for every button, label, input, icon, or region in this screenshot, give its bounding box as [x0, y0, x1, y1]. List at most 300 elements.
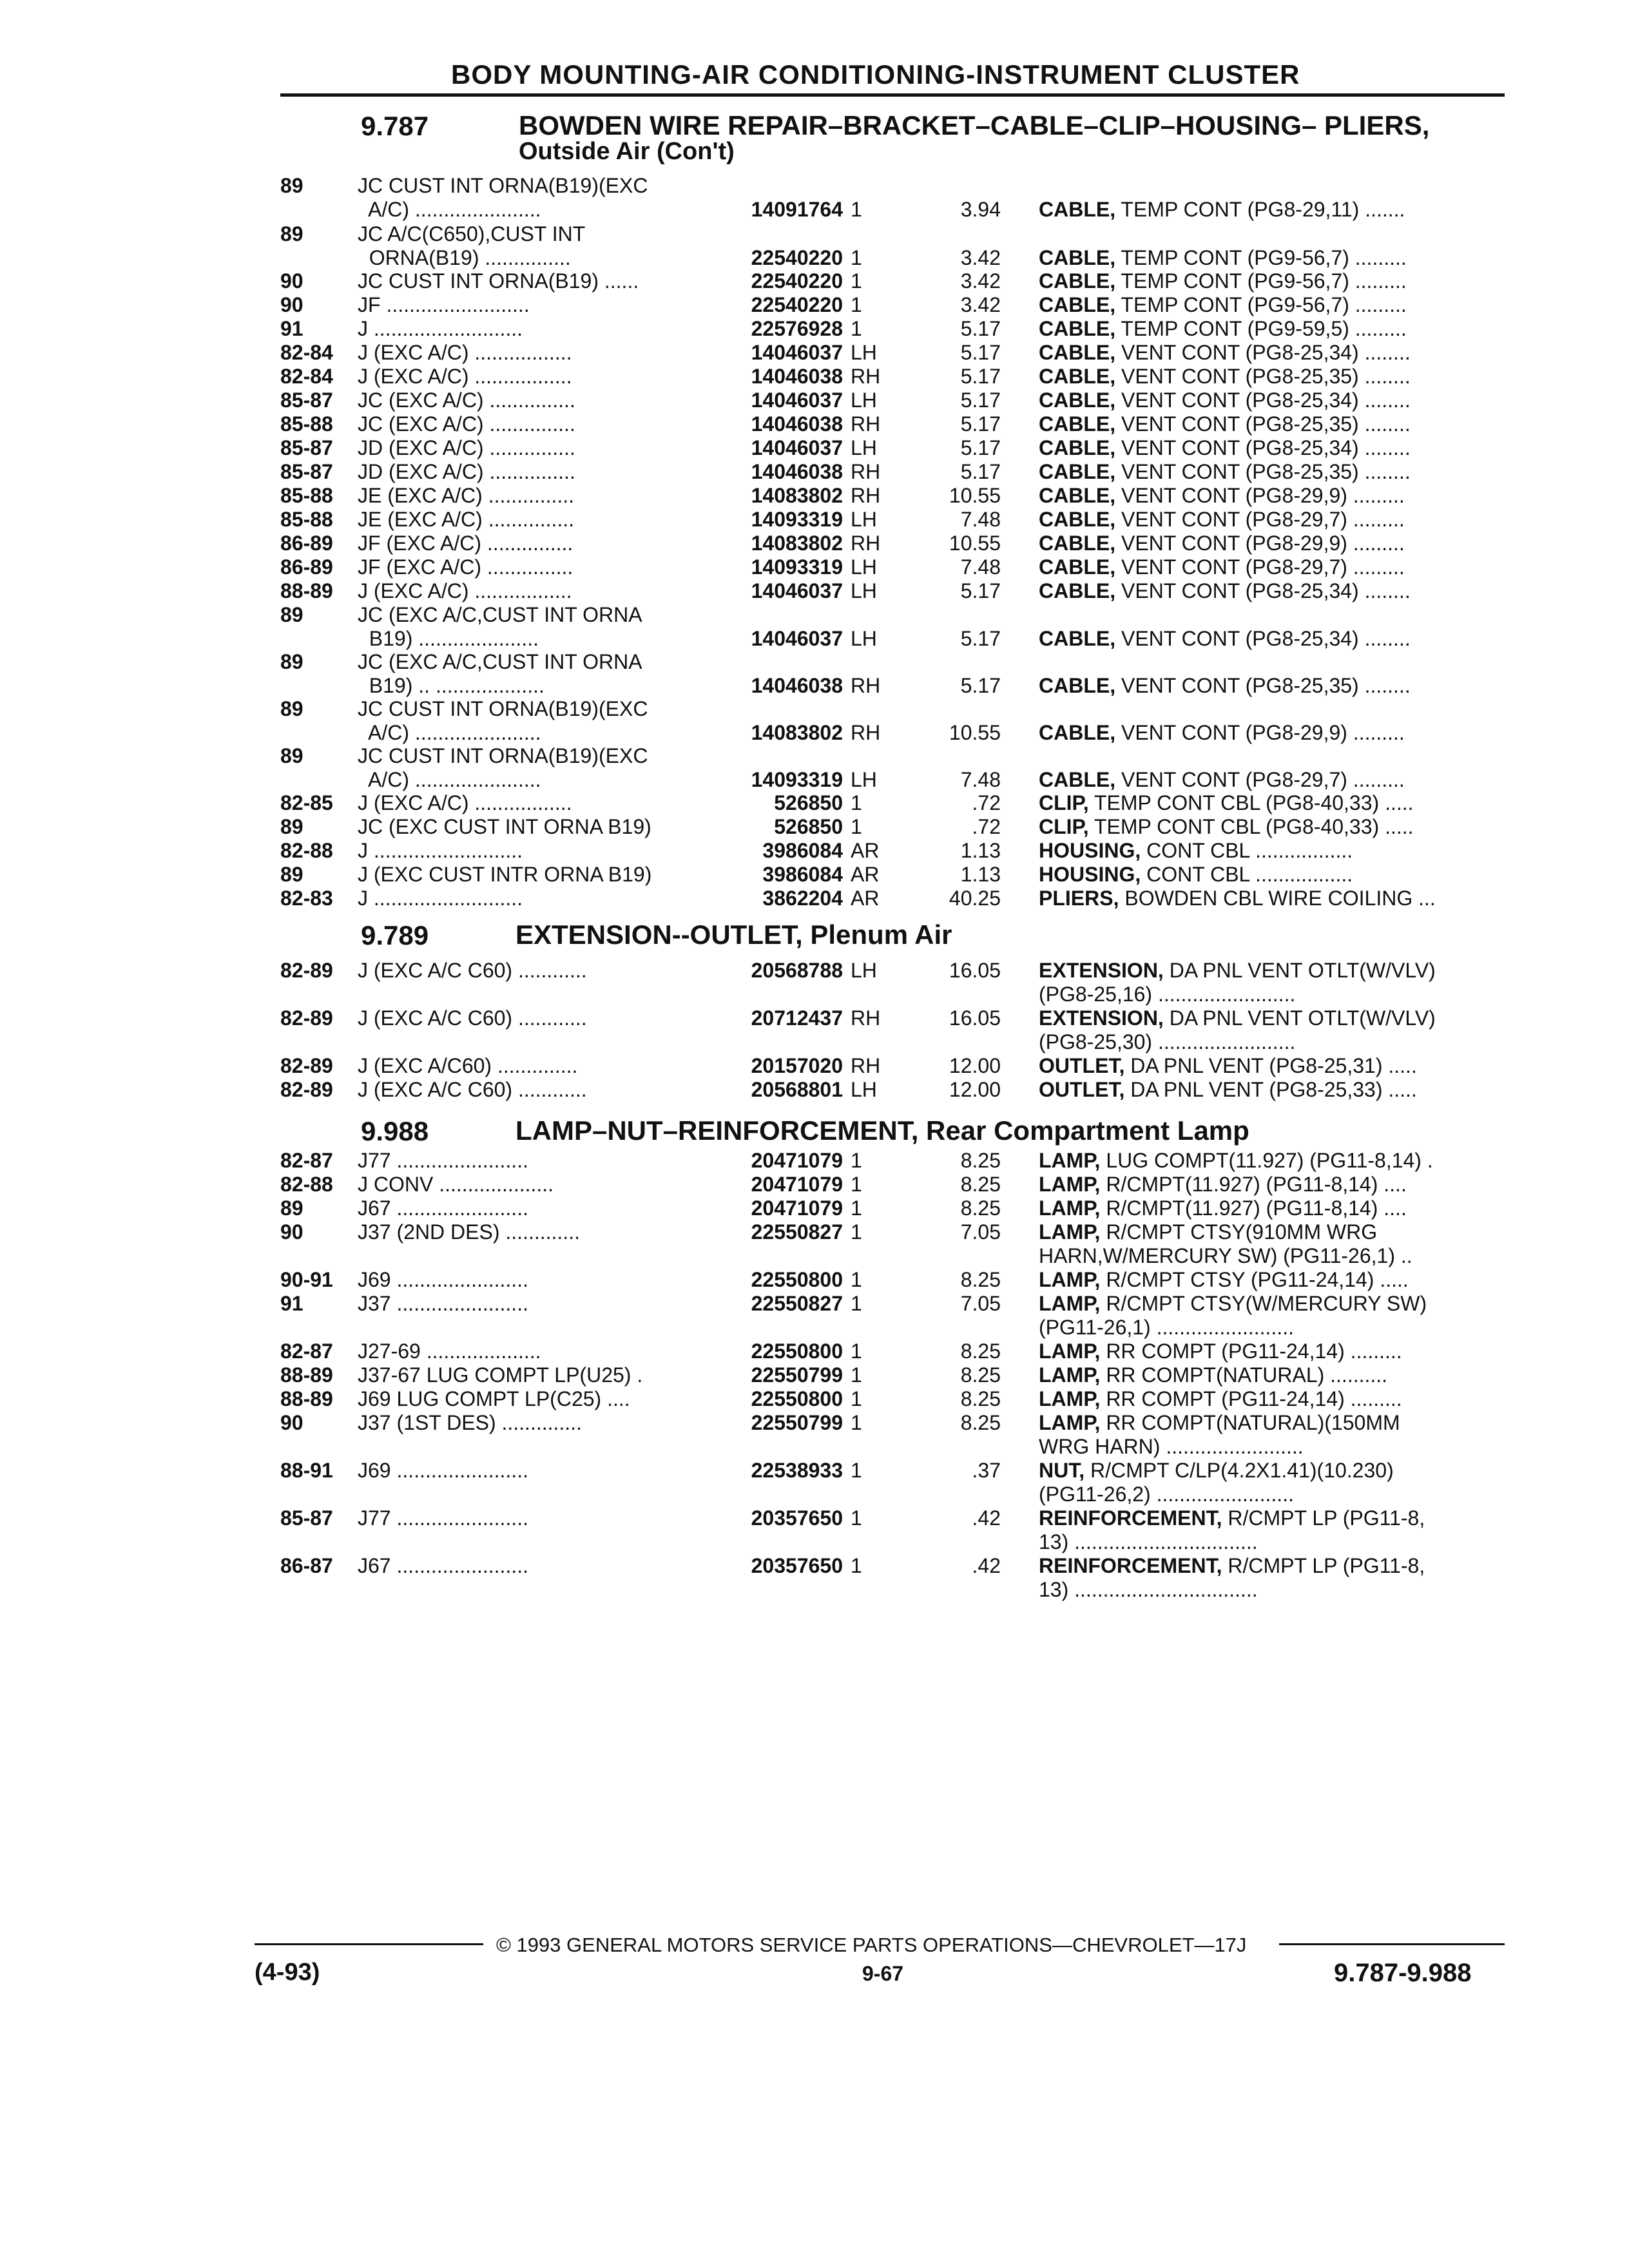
item-detail: VENT CONT (PG8-25,35) ........	[1115, 412, 1411, 436]
item-description	[1039, 389, 1503, 412]
quantity: LH	[851, 768, 877, 791]
unit-price: .37	[972, 1459, 1001, 1482]
quantity: 1	[851, 1149, 862, 1172]
unit-price: 5.17	[960, 365, 1001, 388]
model-years: 86-87	[280, 1554, 333, 1577]
part-number: 526850	[774, 791, 843, 814]
part-number: 14093319	[751, 768, 843, 791]
unit-price: .72	[972, 791, 1001, 814]
model-description: J (EXC A/C C60) ............	[358, 1078, 587, 1101]
model-description: J (EXC A/C C60) ............	[358, 1006, 587, 1030]
model-years: 82-89	[280, 1078, 333, 1101]
item-description	[1039, 460, 1503, 484]
model-years: 82-87	[280, 1340, 333, 1363]
item-description	[1039, 246, 1503, 270]
quantity: 1	[851, 1554, 862, 1577]
model-description: J (EXC CUST INTR ORNA B19)	[358, 863, 652, 886]
part-number: 22540220	[751, 269, 843, 293]
item-detail: DA PNL VENT OTLT(W/VLV) (PG8-25,16) ........................	[1039, 959, 1436, 1006]
item-detail: DA PNL VENT (PG8-25,33) .....	[1124, 1078, 1417, 1101]
item-name: CABLE,	[1039, 721, 1116, 744]
model-years: 82-89	[280, 1054, 333, 1077]
part-number: 22540220	[751, 293, 843, 316]
model-description: JC CUST INT ORNA(B19)(EXC A/C) ......................	[358, 697, 648, 744]
quantity: RH	[851, 460, 881, 483]
table-row	[0, 744, 1629, 792]
part-number: 14046038	[751, 365, 843, 388]
unit-price: 5.17	[960, 436, 1001, 459]
item-detail: TEMP CONT (PG9-56,7) .........	[1115, 293, 1407, 316]
quantity: RH	[851, 484, 881, 507]
footer-rule-right	[1279, 1943, 1505, 1945]
item-name: LAMP,	[1039, 1411, 1101, 1434]
item-description	[1039, 484, 1503, 508]
item-name: CABLE,	[1039, 341, 1116, 364]
item-detail: VENT CONT (PG8-29,7) .........	[1115, 768, 1405, 791]
part-number: 22550799	[751, 1411, 843, 1434]
table-row	[0, 174, 1629, 222]
item-description	[1039, 1554, 1503, 1602]
item-name: LAMP,	[1039, 1220, 1101, 1244]
item-description	[1039, 674, 1503, 698]
model-years: 91	[280, 1292, 304, 1315]
item-description	[1039, 198, 1503, 222]
part-number: 20568801	[751, 1078, 843, 1101]
model-description: J27-69 ....................	[358, 1340, 541, 1363]
unit-price: 5.17	[960, 674, 1001, 697]
unit-price: 8.25	[960, 1173, 1001, 1196]
item-description	[1039, 317, 1503, 341]
quantity: AR	[851, 887, 880, 910]
section-title: EXTENSION--OUTLET, Plenum Air	[516, 919, 952, 950]
quantity: 1	[851, 1268, 862, 1291]
item-name: REINFORCEMENT,	[1039, 1506, 1222, 1530]
model-description: JF (EXC A/C) ...............	[358, 532, 574, 555]
item-name: HOUSING,	[1039, 863, 1141, 886]
part-number: 14046038	[751, 412, 843, 436]
model-years: 82-89	[280, 959, 333, 982]
part-number: 20157020	[751, 1054, 843, 1077]
part-number: 3986084	[762, 839, 843, 862]
item-description	[1039, 815, 1503, 839]
item-name: CABLE,	[1039, 768, 1116, 791]
unit-price: 3.42	[960, 246, 1001, 269]
quantity: LH	[851, 627, 877, 650]
model-description: JC (EXC A/C,CUST INT ORNA B19) .....................	[358, 603, 642, 650]
section-number: 9.789	[361, 920, 429, 950]
item-description	[1039, 1149, 1503, 1173]
model-description: J77 .......................	[358, 1149, 528, 1172]
model-years: 85-87	[280, 389, 333, 412]
model-description: JC (EXC A/C) ...............	[358, 389, 575, 412]
model-description: J (EXC A/C) .................	[358, 791, 572, 814]
part-number: 3986084	[762, 863, 843, 886]
item-description	[1039, 436, 1503, 460]
item-description	[1039, 1459, 1503, 1506]
item-name: CLIP,	[1039, 815, 1089, 838]
page-header: BODY MOUNTING-AIR CONDITIONING-INSTRUMENT CLUSTER	[451, 59, 1300, 90]
item-detail: R/CMPT LP (PG11-8, 13) ................................	[1039, 1554, 1425, 1601]
unit-price: 5.17	[960, 627, 1001, 650]
model-years: 82-85	[280, 791, 333, 814]
unit-price: 5.17	[960, 317, 1001, 340]
item-detail: VENT CONT (PG8-29,9) .........	[1115, 484, 1405, 507]
item-detail: R/CMPT(11.927) (PG11-8,14) ....	[1100, 1196, 1407, 1220]
model-years: 82-88	[280, 1173, 333, 1196]
model-description: J37 .......................	[358, 1292, 528, 1315]
item-description	[1039, 508, 1503, 532]
model-description: J67 .......................	[358, 1554, 528, 1577]
item-name: CABLE,	[1039, 532, 1116, 555]
quantity: 1	[851, 198, 862, 221]
quantity: LH	[851, 1078, 877, 1101]
item-description	[1039, 1054, 1503, 1078]
item-detail: DA PNL VENT OTLT(W/VLV) (PG8-25,30) ........................	[1039, 1006, 1436, 1053]
item-description	[1039, 627, 1503, 651]
item-name: EXTENSION,	[1039, 1006, 1164, 1030]
model-years: 85-88	[280, 508, 333, 531]
unit-price: 7.48	[960, 555, 1001, 579]
part-number: 20568788	[751, 959, 843, 982]
model-years: 85-87	[280, 436, 333, 459]
item-name: LAMP,	[1039, 1340, 1101, 1363]
item-description	[1039, 863, 1503, 887]
table-row	[0, 697, 1629, 745]
quantity: RH	[851, 1054, 881, 1077]
item-name: LAMP,	[1039, 1292, 1101, 1315]
item-description	[1039, 1196, 1503, 1220]
quantity: 1	[851, 293, 862, 316]
model-years: 90-91	[280, 1268, 333, 1291]
unit-price: 3.42	[960, 293, 1001, 316]
item-name: CABLE,	[1039, 508, 1116, 531]
model-years: 85-87	[280, 1506, 333, 1530]
item-name: OUTLET,	[1039, 1078, 1125, 1101]
item-name: CABLE,	[1039, 269, 1116, 293]
item-description	[1039, 887, 1503, 910]
item-detail: TEMP CONT CBL (PG8-40,33) .....	[1088, 815, 1414, 838]
unit-price: 7.05	[960, 1220, 1001, 1244]
item-detail: CONT CBL .................	[1141, 863, 1353, 886]
model-years: 82-83	[280, 887, 333, 910]
model-years: 89	[280, 815, 304, 838]
part-number: 20471079	[751, 1173, 843, 1196]
unit-price: .42	[972, 1554, 1001, 1577]
table-row	[0, 1006, 1629, 1054]
model-years: 88-89	[280, 1363, 333, 1387]
quantity: 1	[851, 1292, 862, 1315]
model-years: 85-88	[280, 412, 333, 436]
item-description	[1039, 1363, 1503, 1387]
model-years: 82-89	[280, 1006, 333, 1030]
unit-price: 10.55	[949, 484, 1001, 507]
item-name: LAMP,	[1039, 1196, 1101, 1220]
item-detail: CONT CBL .................	[1141, 839, 1353, 862]
item-description	[1039, 341, 1503, 365]
model-years: 82-84	[280, 365, 333, 388]
part-number: 22550800	[751, 1387, 843, 1410]
quantity: 1	[851, 246, 862, 269]
part-number: 14046037	[751, 341, 843, 364]
model-description: JF (EXC A/C) ...............	[358, 555, 574, 579]
quantity: RH	[851, 721, 881, 744]
quantity: RH	[851, 365, 881, 388]
item-detail: R/CMPT CTSY(910MM WRG HARN,W/MERCURY SW) (PG11-26,1) ..	[1039, 1220, 1412, 1267]
item-detail: VENT CONT (PG8-25,35) ........	[1115, 365, 1411, 388]
unit-price: .42	[972, 1506, 1001, 1530]
quantity: 1	[851, 1220, 862, 1244]
part-number: 20471079	[751, 1149, 843, 1172]
unit-price: 10.55	[949, 532, 1001, 555]
unit-price: 8.25	[960, 1149, 1001, 1172]
unit-price: 3.42	[960, 269, 1001, 293]
item-name: OUTLET,	[1039, 1054, 1125, 1077]
item-description	[1039, 768, 1503, 792]
model-description: J37-67 LUG COMPT LP(U25) .	[358, 1363, 643, 1387]
quantity: RH	[851, 532, 881, 555]
item-detail: VENT CONT (PG8-25,34) ........	[1115, 627, 1411, 650]
unit-price: 12.00	[949, 1078, 1001, 1101]
item-detail: TEMP CONT (PG9-56,7) .........	[1115, 246, 1407, 269]
item-name: CABLE,	[1039, 436, 1116, 459]
part-number: 22550827	[751, 1292, 843, 1315]
model-description: JF .........................	[358, 293, 530, 316]
model-years: 85-88	[280, 484, 333, 507]
unit-price: 8.25	[960, 1387, 1001, 1410]
model-description: JE (EXC A/C) ...............	[358, 484, 575, 507]
quantity: LH	[851, 508, 877, 531]
table-row	[0, 222, 1629, 270]
part-number: 20357650	[751, 1506, 843, 1530]
item-detail: BOWDEN CBL WIRE COILING ...	[1119, 887, 1436, 910]
item-name: LAMP,	[1039, 1173, 1101, 1196]
item-detail: TEMP CONT (PG9-56,7) .........	[1115, 269, 1407, 293]
item-description	[1039, 1292, 1503, 1340]
part-number: 14083802	[751, 484, 843, 507]
part-number: 22550827	[751, 1220, 843, 1244]
quantity: LH	[851, 436, 877, 459]
unit-price: 8.25	[960, 1340, 1001, 1363]
item-detail: R/CMPT(11.927) (PG11-8,14) ....	[1100, 1173, 1407, 1196]
item-name: CABLE,	[1039, 674, 1116, 697]
part-number: 22550800	[751, 1340, 843, 1363]
item-name: CABLE,	[1039, 293, 1116, 316]
model-description: JD (EXC A/C) ...............	[358, 460, 575, 483]
quantity: 1	[851, 1173, 862, 1196]
item-description	[1039, 959, 1503, 1006]
quantity: 1	[851, 1459, 862, 1482]
part-number: 22540220	[751, 246, 843, 269]
model-description: JC (EXC CUST INT ORNA B19)	[358, 815, 651, 838]
item-name: LAMP,	[1039, 1387, 1101, 1410]
model-description: J69 .......................	[358, 1268, 528, 1291]
model-years: 89	[280, 650, 304, 673]
item-detail: VENT CONT (PG8-29,7) .........	[1115, 555, 1405, 579]
item-detail: VENT CONT (PG8-25,34) ........	[1115, 579, 1411, 602]
part-number: 22550799	[751, 1363, 843, 1387]
item-description	[1039, 579, 1503, 603]
model-years: 90	[280, 1411, 304, 1434]
footer-rule-left	[255, 1943, 483, 1945]
table-row	[0, 1506, 1629, 1554]
item-description	[1039, 412, 1503, 436]
item-name: LAMP,	[1039, 1268, 1101, 1291]
part-number: 20471079	[751, 1196, 843, 1220]
item-description	[1039, 293, 1503, 317]
item-description	[1039, 1411, 1503, 1459]
model-description: J (EXC A/C C60) ............	[358, 959, 587, 982]
item-detail: TEMP CONT (PG8-29,11) .......	[1115, 198, 1405, 221]
unit-price: 8.25	[960, 1411, 1001, 1434]
table-row	[0, 1292, 1629, 1340]
item-name: CABLE,	[1039, 389, 1116, 412]
quantity: 1	[851, 791, 862, 814]
part-number: 14046037	[751, 627, 843, 650]
item-name: PLIERS,	[1039, 887, 1119, 910]
quantity: 1	[851, 269, 862, 293]
item-name: CABLE,	[1039, 484, 1116, 507]
item-detail: DA PNL VENT (PG8-25,31) .....	[1124, 1054, 1417, 1077]
unit-price: 7.48	[960, 508, 1001, 531]
item-detail: LUG COMPT(11.927) (PG11-8,14) .	[1100, 1149, 1433, 1172]
item-detail: R/CMPT CTSY (PG11-24,14) .....	[1100, 1268, 1409, 1291]
model-description: JC (EXC A/C,CUST INT ORNA B19) .. ...................	[358, 650, 642, 697]
model-years: 85-87	[280, 460, 333, 483]
part-number: 14093319	[751, 555, 843, 579]
part-number: 14046037	[751, 579, 843, 602]
model-description: JD (EXC A/C) ...............	[358, 436, 575, 459]
quantity: 1	[851, 1506, 862, 1530]
table-row	[0, 650, 1629, 698]
model-description: J (EXC A/C60) ..............	[358, 1054, 578, 1077]
model-years: 82-84	[280, 341, 333, 364]
item-description	[1039, 1006, 1503, 1054]
part-number: 22576928	[751, 317, 843, 340]
part-number: 14046037	[751, 436, 843, 459]
quantity: LH	[851, 959, 877, 982]
quantity: 1	[851, 1196, 862, 1220]
model-description: JC CUST INT ORNA(B19) ......	[358, 269, 639, 293]
unit-price: 5.17	[960, 341, 1001, 364]
model-years: 86-89	[280, 532, 333, 555]
item-detail: VENT CONT (PG8-25,34) ........	[1115, 341, 1411, 364]
quantity: RH	[851, 1006, 881, 1030]
model-years: 86-89	[280, 555, 333, 579]
model-description: J37 (2ND DES) .............	[358, 1220, 580, 1244]
unit-price: 16.05	[949, 1006, 1001, 1030]
item-detail: R/CMPT C/LP(4.2X1.41)(10.230) (PG11-26,2) ........................	[1039, 1459, 1394, 1506]
table-row	[0, 1554, 1629, 1602]
model-description: JC (EXC A/C) ...............	[358, 412, 575, 436]
unit-price: 16.05	[949, 959, 1001, 982]
model-years: 90	[280, 269, 304, 293]
item-detail: TEMP CONT CBL (PG8-40,33) .....	[1088, 791, 1414, 814]
model-years: 91	[280, 317, 304, 340]
model-description: J ..........................	[358, 887, 523, 910]
part-number: 14091764	[751, 198, 843, 221]
item-detail: VENT CONT (PG8-29,9) .........	[1115, 532, 1405, 555]
item-name: CABLE,	[1039, 412, 1116, 436]
item-description	[1039, 839, 1503, 863]
model-description: J ..........................	[358, 839, 523, 862]
model-description: J ..........................	[358, 317, 523, 340]
unit-price: 5.17	[960, 579, 1001, 602]
model-description: JC CUST INT ORNA(B19)(EXC A/C) ......................	[358, 744, 648, 791]
item-description	[1039, 365, 1503, 389]
item-name: CABLE,	[1039, 627, 1116, 650]
section-subtitle: Outside Air (Con't)	[519, 138, 735, 165]
item-name: CABLE,	[1039, 460, 1116, 483]
quantity: 1	[851, 1387, 862, 1410]
model-years: 89	[280, 222, 304, 245]
table-row	[0, 959, 1629, 1006]
item-detail: VENT CONT (PG8-25,34) ........	[1115, 389, 1411, 412]
part-number: 22550800	[751, 1268, 843, 1291]
item-description	[1039, 1268, 1503, 1292]
item-detail: VENT CONT (PG8-25,34) ........	[1115, 436, 1411, 459]
section-title: LAMP–NUT–REINFORCEMENT, Rear Compartment Lamp	[516, 1115, 1249, 1146]
quantity: 1	[851, 1411, 862, 1434]
item-name: CABLE,	[1039, 317, 1116, 340]
part-number: 14046038	[751, 460, 843, 483]
model-description: J77 .......................	[358, 1506, 528, 1530]
model-description: JC A/C(C650),CUST INT ORNA(B19) ...............	[358, 222, 586, 269]
unit-price: 8.25	[960, 1363, 1001, 1387]
item-description	[1039, 555, 1503, 579]
item-name: CABLE,	[1039, 365, 1116, 388]
item-description	[1039, 1387, 1503, 1411]
unit-price: 1.13	[960, 863, 1001, 886]
section-number: 9.787	[361, 111, 429, 141]
quantity: RH	[851, 674, 881, 697]
footer-page-number: 9-67	[862, 1962, 904, 1985]
model-years: 89	[280, 697, 304, 720]
model-description: JE (EXC A/C) ...............	[358, 508, 575, 531]
unit-price: 5.17	[960, 389, 1001, 412]
model-description: J69 .......................	[358, 1459, 528, 1482]
item-detail: RR COMPT (PG11-24,14) .........	[1100, 1387, 1402, 1410]
item-detail: VENT CONT (PG8-29,9) .........	[1115, 721, 1405, 744]
item-name: CABLE,	[1039, 555, 1116, 579]
table-row	[0, 1220, 1629, 1268]
unit-price: 7.05	[960, 1292, 1001, 1315]
model-description: J67 .......................	[358, 1196, 528, 1220]
item-detail: VENT CONT (PG8-29,7) .........	[1115, 508, 1405, 531]
model-description: J (EXC A/C) .................	[358, 365, 572, 388]
model-years: 89	[280, 174, 304, 197]
unit-price: 8.25	[960, 1196, 1001, 1220]
quantity: 1	[851, 1340, 862, 1363]
model-years: 89	[280, 863, 304, 886]
item-detail: TEMP CONT (PG9-59,5) .........	[1115, 317, 1407, 340]
footer-copyright: © 1993 GENERAL MOTORS SERVICE PARTS OPERATIONS—CHEVROLET—17J	[496, 1934, 1247, 1956]
unit-price: 10.55	[949, 721, 1001, 744]
item-description	[1039, 1506, 1503, 1554]
model-years: 88-89	[280, 579, 333, 602]
quantity: RH	[851, 412, 881, 436]
section-number: 9.988	[361, 1116, 429, 1146]
item-detail: RR COMPT(NATURAL)(150MM WRG HARN) ........................	[1039, 1411, 1400, 1458]
part-number: 14083802	[751, 721, 843, 744]
model-years: 82-87	[280, 1149, 333, 1172]
part-number: 526850	[774, 815, 843, 838]
part-number: 22538933	[751, 1459, 843, 1482]
part-number: 20712437	[751, 1006, 843, 1030]
item-name: CABLE,	[1039, 579, 1116, 602]
item-detail: RR COMPT(NATURAL) ..........	[1100, 1363, 1388, 1387]
item-name: CABLE,	[1039, 198, 1116, 221]
item-name: CABLE,	[1039, 246, 1116, 269]
